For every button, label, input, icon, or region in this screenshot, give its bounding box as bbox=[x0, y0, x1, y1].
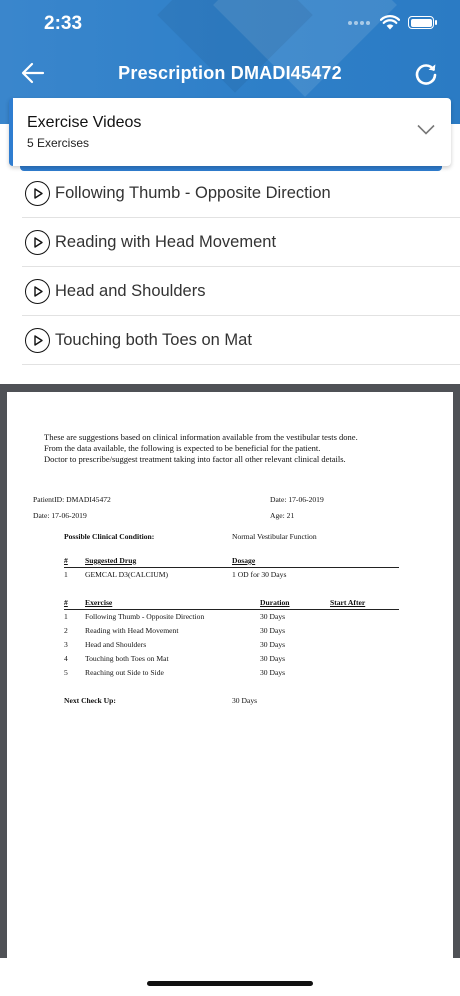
exercise-row-name: Reaching out Side to Side bbox=[85, 668, 164, 677]
exercise-row-duration: 30 Days bbox=[260, 668, 286, 677]
intro-line: From the data available, the following is expected to be beneficial for the patient. bbox=[44, 443, 321, 453]
chevron-down-icon bbox=[417, 124, 435, 136]
cellular-signal-icon bbox=[348, 21, 370, 25]
exercise-row-name: Touching both Toes on Mat bbox=[85, 654, 169, 663]
exercise-row-num: 1 bbox=[64, 612, 68, 621]
wifi-icon bbox=[380, 15, 400, 30]
intro-line: Doctor to prescribe/suggest treatment taking into factor all other relevant clinical details. bbox=[44, 454, 346, 464]
exercise-row-num: 4 bbox=[64, 654, 68, 663]
play-circle-icon bbox=[25, 181, 50, 206]
battery-icon bbox=[408, 16, 434, 29]
exercise-row-duration: 30 Days bbox=[260, 612, 286, 621]
drug-row-name: GEMCAL D3(CALCIUM) bbox=[85, 570, 169, 579]
exercise-videos-dropdown[interactable] bbox=[9, 98, 451, 166]
play-circle-icon bbox=[25, 230, 50, 255]
exercise-header-name: Exercise bbox=[85, 598, 113, 607]
exercise-video-item[interactable] bbox=[22, 316, 460, 365]
exercise-video-label: Touching both Toes on Mat bbox=[55, 330, 252, 349]
home-indicator[interactable] bbox=[147, 981, 313, 986]
document-date-secondary: Date: 17-06-2019 bbox=[33, 511, 87, 520]
exercise-row-name: Reading with Head Movement bbox=[85, 626, 179, 635]
exercise-row-duration: 30 Days bbox=[260, 640, 286, 649]
exercise-row-duration: 30 Days bbox=[260, 626, 286, 635]
drug-header-num: # bbox=[64, 556, 68, 565]
exercise-header-duration: Duration bbox=[260, 598, 290, 607]
status-icons bbox=[348, 15, 434, 30]
bottom-safe-area bbox=[0, 958, 460, 996]
exercise-row-name: Following Thumb - Opposite Direction bbox=[85, 612, 205, 621]
exercise-count: 5 Exercises bbox=[27, 136, 90, 150]
next-checkup-label: Next Check Up: bbox=[64, 696, 116, 705]
exercise-video-label: Head and Shoulders bbox=[55, 281, 206, 300]
document-date: Date: 17-06-2019 bbox=[270, 495, 324, 504]
play-circle-icon bbox=[25, 279, 50, 304]
exercise-header-start: Start After bbox=[330, 598, 366, 607]
page-title: Prescription DMADI45472 bbox=[118, 63, 342, 83]
exercise-row-name: Head and Shoulders bbox=[85, 640, 147, 649]
exercise-table-rule bbox=[64, 609, 399, 610]
condition-value: Normal Vestibular Function bbox=[232, 532, 317, 541]
exercise-video-item[interactable] bbox=[22, 218, 460, 267]
exercise-video-item[interactable] bbox=[22, 267, 460, 316]
refresh-icon[interactable] bbox=[412, 60, 440, 88]
drug-table-rule bbox=[64, 567, 399, 568]
drug-row-num: 1 bbox=[64, 570, 68, 579]
patient-id: PatientID: DMADI45472 bbox=[33, 495, 111, 504]
drug-header-drug: Suggested Drug bbox=[85, 556, 137, 565]
pdf-viewer[interactable] bbox=[0, 384, 460, 958]
exercise-video-list bbox=[22, 169, 460, 365]
section-title: Exercise Videos bbox=[27, 114, 142, 131]
exercise-video-item[interactable] bbox=[22, 169, 460, 218]
exercise-video-label: Reading with Head Movement bbox=[55, 232, 277, 251]
status-time: 2:33 bbox=[44, 13, 83, 34]
intro-line: These are suggestions based on clinical information available from the vestibular tests done. bbox=[44, 432, 358, 442]
exercise-row-num: 3 bbox=[64, 640, 68, 649]
exercise-video-label: Following Thumb - Opposite Direction bbox=[55, 183, 331, 202]
next-checkup-value: 30 Days bbox=[232, 696, 258, 705]
exercise-header-num: # bbox=[64, 598, 68, 607]
play-circle-icon bbox=[25, 328, 50, 353]
drug-row-dosage: 1 OD for 30 Days bbox=[232, 570, 287, 579]
exercise-row-num: 5 bbox=[64, 668, 68, 677]
exercise-row-num: 2 bbox=[64, 626, 68, 635]
condition-label: Possible Clinical Condition: bbox=[64, 532, 155, 541]
drug-header-dosage: Dosage bbox=[232, 556, 256, 565]
patient-age: Age: 21 bbox=[270, 511, 295, 520]
prescription-document-page bbox=[7, 392, 453, 958]
exercise-row-duration: 30 Days bbox=[260, 654, 286, 663]
